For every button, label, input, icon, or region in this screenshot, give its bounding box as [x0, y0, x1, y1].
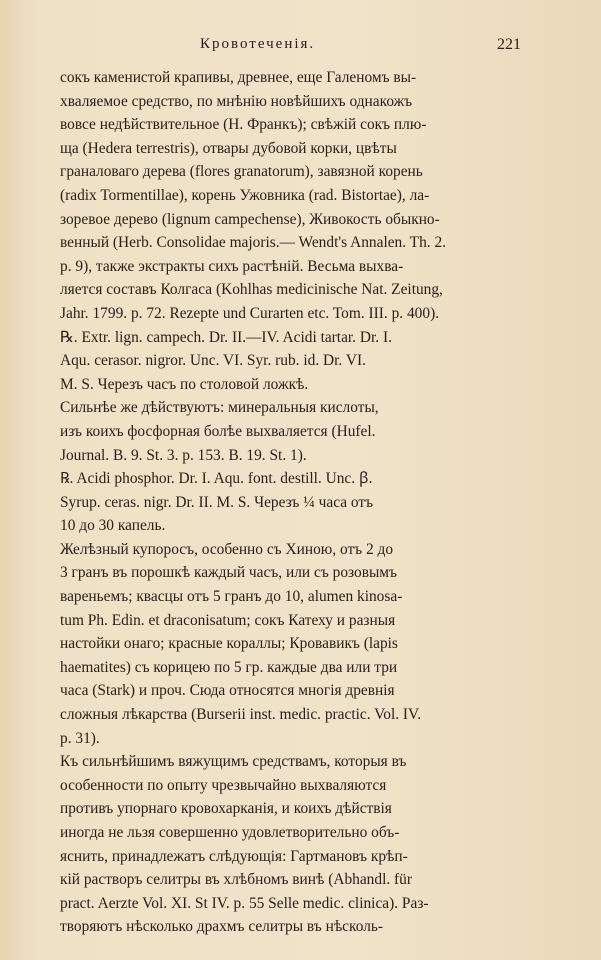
text-line: Желѣзный купоросъ, особенно съ Хиною, отъ 2 до [60, 540, 394, 558]
text-line: pract. Aerzte Vol. XI. St IV. p. 55 Selle medic. clinica). Раз- [60, 894, 429, 912]
recipe-line: M. S. Черезъ часъ по столовой ложкѣ. [60, 375, 309, 393]
text-line: иногда не льзя совершенно удовлетворительно объ- [60, 824, 400, 841]
text-line: яснить, принадлежатъ слѣдующія: Гартмановъ крѣп- [60, 847, 408, 865]
text-line: haematites) съ корицею по 5 гр. каждые два или три [60, 658, 398, 676]
text-line: венный (Herb. Consolidae majoris.— Wendt's Annalen. Th. 2. [60, 234, 447, 252]
text-line: зоревое дерево (lignum campechense), Живокость обыкно- [60, 210, 440, 228]
recipe-line: 10 до 30 капель. [60, 517, 166, 535]
body-text [60, 66, 530, 939]
text-line: Jahr. 1799. p. 72. Rezepte und Curarten etc. Tom. III. p. 400). [60, 304, 440, 322]
text-line: часа (Stark) и проч. Сюда относятся многія древнія [60, 682, 395, 700]
text-line: Journal. B. 9. St. 3. p. 153. B. 19. St. 1). [60, 446, 307, 464]
text-line: творяютъ нѣсколько драхмъ селитры въ нѣсколь- [60, 918, 384, 936]
text-line: особенности по опыту чрезвычайно выхваляются [60, 776, 387, 794]
text-line: p. 31). [60, 729, 100, 747]
text-line: граналоваго дерева (flores granatorum), завязной корень [60, 163, 423, 181]
text-line: Къ сильнѣйшимъ вяжущимъ средствамъ, которыя въ [60, 753, 407, 771]
text-line: хваляемое средство, по мнѣнію новѣйшихъ однакожъ [60, 92, 413, 110]
running-title: Кровотеченія. [200, 36, 316, 52]
text-line: (radix Tormentillae), корень Ужовника (rad. Bistortae), ла- [60, 186, 430, 204]
text-line: сложныя лѣкарства (Burserii inst. medic. practic. Vol. IV. [60, 706, 422, 724]
text-line: вовсе недѣйствительное (H. Франкъ); свѣжій сокъ плю- [60, 116, 427, 134]
recipe-line: ℞. Acidi phosphor. Dr. I. Aqu. font. destill. Unc. ꞵ. [60, 470, 373, 488]
text-line: вареньемъ; квасцы отъ 5 гранъ до 10, alumen kinosa- [60, 588, 403, 606]
recipe-line: ℞. Extr. lign. campech. Dr. II.—IV. Acidi tartar. Dr. I. [60, 328, 392, 346]
text-line: ляется составъ Колгаса (Kohlhas medicinische Nat. Zeitung, [60, 281, 443, 299]
text-line: Сильнѣе же дѣйствуютъ: минеральныя кислоты, [60, 399, 379, 417]
text-line: 3 гранъ въ порошкѣ каждый часъ, или съ розовымъ [60, 564, 398, 582]
text-line: противъ упорнаго кровохарканія, и коихъ дѣйствія [60, 800, 392, 818]
page-number: 221 [497, 36, 521, 53]
text-line: p. 9), также экстракты сихъ растѣній. Весьма выхва- [60, 257, 404, 275]
text-line: ща (Hedera terrestris), отвары дубовой корки, цвѣты [60, 139, 397, 157]
page-header [60, 36, 521, 60]
recipe-line: Syrup. ceras. nigr. Dr. II. M. S. Черезъ ¼ часа отъ [60, 493, 374, 511]
text-line: сокъ каменистой крапивы, древнее, еще Галеномъ вы- [60, 69, 417, 86]
text-line: кій растворъ селитры въ хлѣбномъ винѣ (Abhandl. für [60, 871, 412, 889]
text-line: настойки онаго; красные кораллы; Кровавикъ (lapis [60, 635, 398, 653]
recipe-line: Aqu. cerasor. nigror. Unc. VI. Syr. rub. id. Dr. VI. [60, 352, 366, 370]
text-line: tum Ph. Edin. et draconisatum; сокъ Катеху и разныя [60, 611, 396, 629]
text-line: изъ коихъ фосфорная болѣе выхваляется (Hufel. [60, 422, 376, 440]
